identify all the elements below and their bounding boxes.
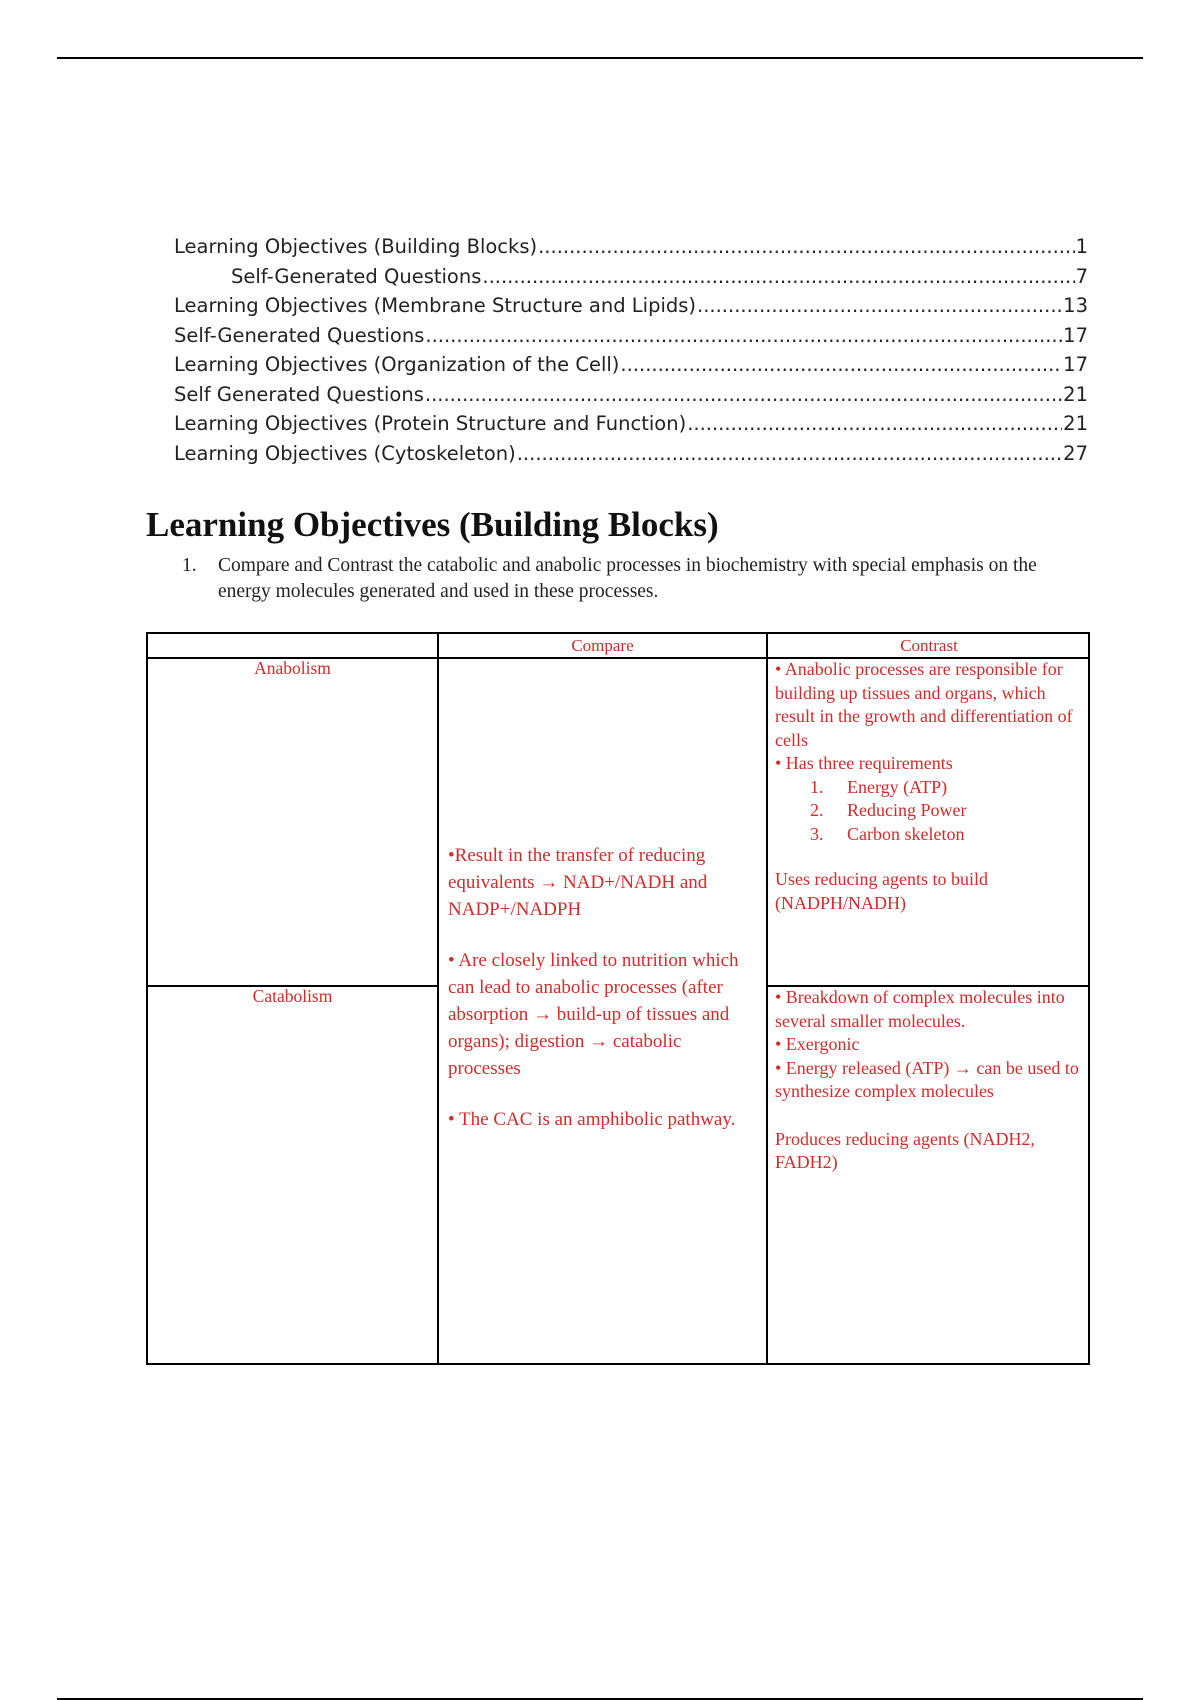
compare-contrast-table bbox=[146, 632, 1090, 1365]
compare-point: • The CAC is an amphibolic pathway. bbox=[448, 1109, 736, 1130]
contrast-note: Uses reducing agents to build (NADPH/NADH) bbox=[775, 869, 988, 913]
list-item: 3. Carbon skeleton bbox=[810, 823, 965, 844]
toc-entry[interactable]: Self-Generated Questions ..... 17 bbox=[174, 321, 1088, 351]
toc-leader bbox=[620, 350, 1062, 380]
toc-entry[interactable]: Learning Objectives (Membrane Structure and Lipids) ..... 13 bbox=[174, 291, 1088, 321]
anabolism-contrast-cell bbox=[775, 658, 1080, 915]
toc-leader bbox=[517, 439, 1062, 469]
toc-leader bbox=[425, 321, 1062, 351]
contrast-note: Produces reducing agents (NADH2, FADH2) bbox=[775, 1128, 1035, 1172]
table-of-contents bbox=[174, 232, 1088, 468]
requirements-list bbox=[775, 776, 1080, 847]
header-rule bbox=[57, 57, 1143, 59]
contrast-point: • Has three requirements bbox=[775, 753, 953, 773]
contrast-point: • Breakdown of complex molecules into several smaller molecules. bbox=[775, 987, 1065, 1031]
contrast-point: • Exergonic bbox=[775, 1034, 860, 1054]
toc-leader bbox=[425, 380, 1062, 410]
list-item: 1. Energy (ATP) bbox=[810, 776, 948, 797]
compare-cell bbox=[448, 842, 758, 1157]
toc-entry[interactable]: Self-Generated Questions ..... 7 bbox=[174, 262, 1088, 292]
toc-entry[interactable]: Learning Objectives (Building Blocks) ..... 1 bbox=[174, 232, 1088, 262]
compare-point: • Are closely linked to nutrition which can lead to anabolic processes (after absorption → build-up of tissues and organs); digestion → catabolic processes bbox=[448, 950, 739, 1079]
section-heading: Learning Objectives (Building Blocks) bbox=[146, 505, 719, 544]
toc-entry[interactable]: Learning Objectives (Protein Structure and Function) ..... 21 bbox=[174, 409, 1088, 439]
toc-leader bbox=[482, 262, 1074, 292]
list-item: 2. Reducing Power bbox=[810, 800, 967, 820]
toc-entry[interactable]: Self Generated Questions ..... 21 bbox=[174, 380, 1088, 410]
contrast-point: • Anabolic processes are responsible for building up tissues and organs, which result in the growth and differentiation of cells bbox=[775, 659, 1073, 750]
objective-item bbox=[182, 553, 1062, 605]
toc-leader bbox=[538, 232, 1074, 262]
catabolism-label: Catabolism bbox=[252, 986, 333, 1006]
toc-leader bbox=[697, 291, 1062, 321]
compare-point: •Result in the transfer of reducing equivalents → NAD+/NADH and NADP+/NADPH bbox=[448, 845, 708, 920]
compare-header: Compare bbox=[571, 636, 634, 655]
toc-entry[interactable]: Learning Objectives (Organization of the Cell) ..... 17 bbox=[174, 350, 1088, 380]
contrast-point: • Energy released (ATP) → can be used to synthesize complex molecules bbox=[775, 1057, 1079, 1101]
table-divider bbox=[437, 634, 439, 1363]
table-divider bbox=[766, 634, 768, 1363]
objective-text: Compare and Contrast the catabolic and anabolic processes in biochemistry with special emphasis on the energy molecules generated and used in these processes. bbox=[218, 555, 1037, 602]
contrast-header: Contrast bbox=[900, 636, 958, 655]
anabolism-label: Anabolism bbox=[254, 658, 331, 678]
toc-entry[interactable]: Learning Objectives (Cytoskeleton) ..... 27 bbox=[174, 439, 1088, 469]
objective-number: 1. bbox=[182, 555, 197, 576]
toc-leader bbox=[687, 409, 1062, 439]
catabolism-contrast-cell bbox=[775, 986, 1080, 1175]
